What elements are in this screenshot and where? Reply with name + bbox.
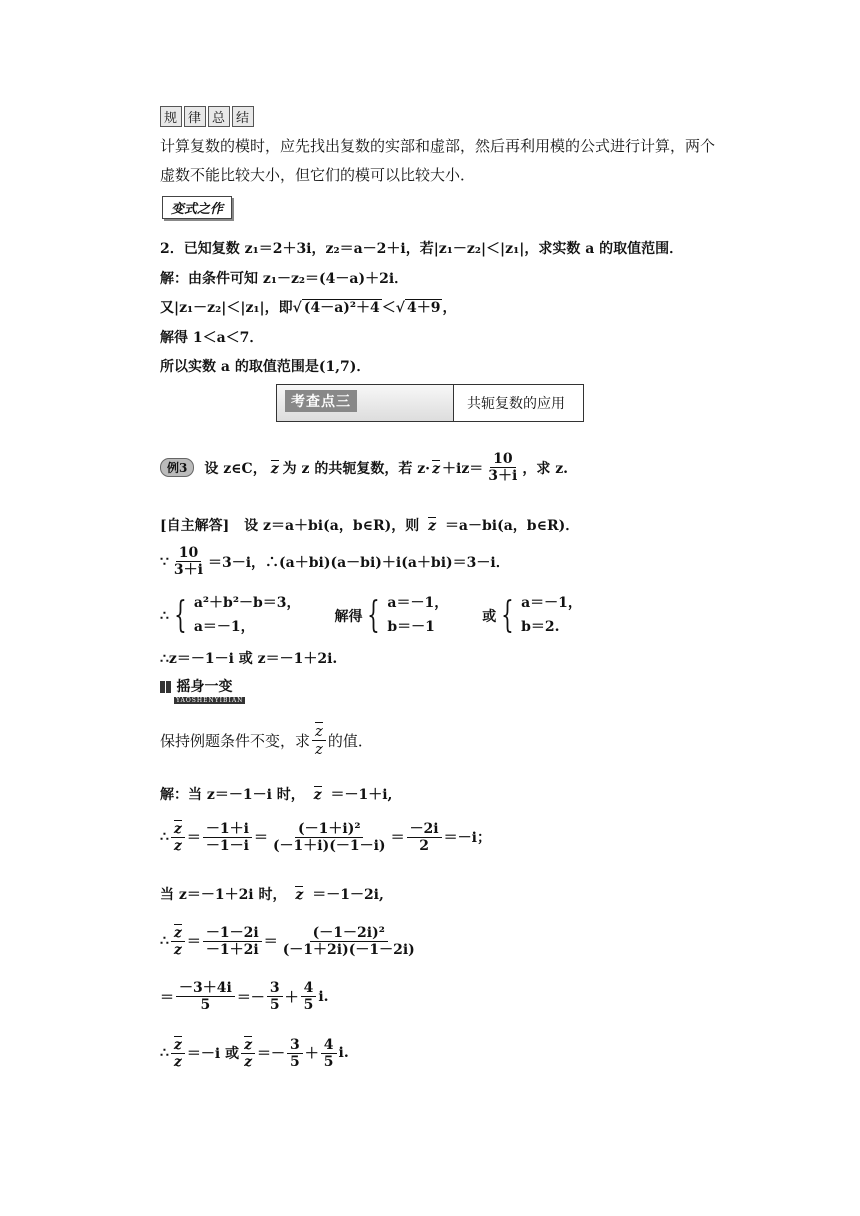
badge-char: 规 bbox=[160, 106, 182, 127]
solution-label: [自主解答] bbox=[160, 518, 230, 534]
fraction-numerator: 3 bbox=[267, 980, 283, 997]
fraction bbox=[171, 1036, 185, 1070]
zbar: z bbox=[428, 518, 437, 534]
sol2-line-3 bbox=[160, 884, 384, 904]
fraction-denominator: z bbox=[244, 1054, 253, 1071]
fraction bbox=[203, 925, 262, 958]
zbar: z bbox=[173, 925, 182, 941]
fraction-denominator: z bbox=[173, 1054, 182, 1071]
sqrt-sign: √ bbox=[395, 300, 405, 316]
zbar: z bbox=[244, 1037, 253, 1053]
fraction-numerator: 10 bbox=[176, 545, 201, 562]
zbar: z bbox=[270, 460, 279, 477]
brace-glyph: { bbox=[367, 594, 381, 636]
sol2-line-4: ∴ $\frac{z}{z}$ ＝ $\frac{-1-2i}{-1+2i}$ ＝ $\frac{\text{(－1－2i)²}}{(-1+2i)(-1-2i)}$ bbox=[160, 924, 420, 958]
yao-banner bbox=[160, 676, 245, 704]
sol2-end: ＝－i； bbox=[443, 830, 491, 847]
equation-system bbox=[362, 592, 448, 640]
fraction-denominator: z bbox=[173, 942, 182, 959]
fraction bbox=[407, 821, 442, 854]
sol2-line-2: ∴ $\frac{z}{z}$ ＝ $\frac{-1+i}{-1-i}$ ＝ $\frac{\text{(－1＋i)²}}{(-1+i)(-1-i)}$ ＝ $\frac{-2i}{2}$ ＝－i； bbox=[160, 820, 491, 855]
system-row: a＝－1， bbox=[193, 618, 255, 635]
zbar: z bbox=[173, 1037, 182, 1053]
fraction-denominator: 2 bbox=[419, 837, 429, 854]
sol2-text: 又|z₁－z₂|＜|z₁|，即 bbox=[160, 300, 293, 316]
fraction-numerator: －1＋i bbox=[203, 821, 252, 838]
system-row: b＝－1 bbox=[387, 618, 435, 635]
solution-text: 设 z＝a＋bi(a，b∈R)，则 bbox=[244, 518, 420, 534]
followup-post: 的值． bbox=[327, 731, 373, 750]
fraction-numerator: 10 bbox=[490, 451, 515, 468]
system-row: a＝－1， bbox=[521, 595, 582, 611]
example-mid: 为 z 的共轭复数，若 z· bbox=[282, 460, 431, 477]
sol2-text: ＝－1－2i, bbox=[312, 887, 384, 903]
fraction bbox=[176, 980, 235, 1013]
sol2-text: ＝－1＋i, bbox=[330, 787, 393, 803]
solution-system bbox=[160, 592, 582, 640]
equation-system bbox=[169, 592, 301, 640]
example-pre: 设 z∈C， bbox=[204, 460, 267, 477]
therefore-symbol: ∴ bbox=[160, 829, 169, 846]
fraction-numerator: －1－2i bbox=[203, 925, 262, 942]
fraction-numerator: 4 bbox=[321, 1037, 337, 1054]
fraction bbox=[171, 924, 185, 958]
fraction-denominator: z bbox=[315, 740, 323, 759]
solution-line-1 bbox=[160, 515, 579, 535]
zbar: z bbox=[313, 787, 322, 803]
grid-icon bbox=[160, 681, 172, 693]
fraction bbox=[270, 821, 389, 854]
kaodian-table bbox=[276, 384, 584, 422]
fraction-denominator: (－1＋i)(－1－i) bbox=[272, 837, 386, 854]
badge-char: 律 bbox=[184, 106, 206, 127]
followup-pre: 保持例题条件不变，求 bbox=[160, 731, 311, 750]
sol2-end: ， bbox=[442, 300, 457, 316]
fraction-denominator: －1－i bbox=[205, 837, 249, 854]
fraction bbox=[280, 925, 418, 958]
fraction-numerator: －3＋4i bbox=[176, 980, 235, 997]
badge-char: 总 bbox=[208, 106, 230, 127]
less-than: ＜ bbox=[381, 300, 396, 316]
therefore-symbol: ∴ bbox=[160, 1045, 169, 1062]
example-pill: 例3 bbox=[160, 458, 194, 477]
sqrt-content-1: (4－a)²＋4 bbox=[303, 300, 380, 316]
zbar: z bbox=[315, 722, 323, 740]
sol2-end: i. bbox=[338, 1045, 349, 1062]
fraction-denominator: 3＋i bbox=[173, 562, 203, 579]
fraction-numerator: 3 bbox=[287, 1037, 303, 1054]
sol2-text: 解：当 z＝－1－i 时， bbox=[160, 787, 305, 803]
zbar: z bbox=[432, 460, 441, 477]
fraction-numerator: (－1＋i)² bbox=[295, 821, 363, 838]
fraction bbox=[301, 980, 317, 1013]
jiede-text: 解得 bbox=[334, 608, 363, 625]
fraction-denominator: (－1＋2i)(－1－2i) bbox=[282, 941, 415, 958]
sol2-text: 当 z＝－1＋2i 时， bbox=[160, 887, 287, 903]
because-symbol: ∵ bbox=[160, 553, 169, 570]
brace-glyph: { bbox=[501, 594, 514, 636]
yao-title: 摇身一变 bbox=[176, 679, 233, 695]
system-row: b＝2. bbox=[521, 618, 560, 635]
fraction bbox=[171, 820, 185, 854]
fraction-numerator: －2i bbox=[407, 821, 442, 838]
sol2-line-5: ＝ $\frac{-3+4i}{5}$ ＝－ $\frac{3}{5}$ ＋ $\frac{4}{5}$ i. bbox=[160, 980, 329, 1014]
problem2-sol-2 bbox=[160, 297, 456, 317]
summary-line-2: 虚数不能比较大小，但它们的模可以比较大小． bbox=[160, 166, 476, 184]
example-plus: ＋iz＝ bbox=[442, 460, 484, 477]
yao-subtitle: YAOSHENYIBIAN bbox=[176, 697, 244, 704]
fraction bbox=[203, 821, 252, 854]
therefore-symbol: ∴ bbox=[160, 607, 169, 624]
fraction-denominator: z bbox=[173, 838, 182, 855]
summary-badge bbox=[160, 106, 256, 127]
fraction-denominator: 5 bbox=[290, 1053, 300, 1070]
zbar: z bbox=[173, 821, 182, 837]
fraction bbox=[267, 980, 283, 1013]
example-end: ，求 z. bbox=[522, 460, 569, 477]
solution-line-4: ∴z＝－1－i 或 z＝－1＋2i. bbox=[160, 651, 338, 667]
sol2-line-6: ∴ $\frac{z}{z}$ ＝－i 或 $\frac{z}{z}$ ＝－ $\frac{3}{5}$ ＋ $\frac{4}{5}$ i. bbox=[160, 1036, 349, 1071]
kaodian-left-cell bbox=[277, 385, 454, 421]
fraction-denominator: 3＋i bbox=[488, 468, 518, 485]
sol2-line-1 bbox=[160, 784, 392, 804]
brace-glyph: { bbox=[174, 594, 187, 636]
fraction bbox=[287, 1037, 303, 1070]
system-row: a＝－1， bbox=[387, 595, 449, 611]
fraction-numerator: (－1－2i)² bbox=[310, 925, 388, 942]
badge-char: 结 bbox=[232, 106, 254, 127]
fraction bbox=[485, 451, 520, 484]
summary-line-1: 计算复数的模时，应先找出复数的实部和虚部，然后再利用模的公式进行计算，两个 bbox=[160, 137, 716, 155]
therefore-symbol: ∴ bbox=[160, 933, 169, 950]
example3-line bbox=[160, 451, 568, 484]
sqrt-sign: √ bbox=[292, 300, 302, 316]
followup-line bbox=[160, 722, 373, 759]
fraction-denominator: 5 bbox=[323, 1053, 334, 1070]
solution-line-2 bbox=[160, 545, 510, 578]
zbar: z bbox=[295, 887, 304, 903]
fraction-denominator: 5 bbox=[269, 997, 280, 1014]
problem2-sol-3: 解得 1＜a＜7． bbox=[160, 330, 264, 346]
equation-system bbox=[496, 592, 582, 640]
fraction bbox=[241, 1036, 255, 1070]
solution-text: ＝a－bi(a，b∈R)． bbox=[444, 518, 580, 534]
problem2-sol-1: 解：由条件可知 z₁－z₂＝(4－a)＋2i． bbox=[160, 271, 409, 287]
kaodian-title: 共轭复数的应用 bbox=[467, 396, 565, 412]
fraction bbox=[171, 545, 206, 578]
fraction-numerator: 4 bbox=[301, 980, 317, 997]
system-row: a²＋b²－b＝3， bbox=[193, 595, 301, 611]
sol2-text: ＝－i 或 bbox=[186, 1046, 240, 1063]
sol2-end: i. bbox=[318, 988, 329, 1005]
fraction-denominator: 5 bbox=[200, 997, 211, 1014]
kaodian-tag: 考查点三 bbox=[285, 390, 357, 412]
fraction bbox=[321, 1037, 337, 1070]
solution-text: ＝3－i，∴(a＋bi)(a－bi)＋i(a＋bi)＝3－i． bbox=[207, 554, 510, 571]
fraction-denominator: 5 bbox=[303, 997, 314, 1014]
variant-banner: 变式之作 bbox=[162, 196, 232, 219]
fraction-denominator: －1＋2i bbox=[205, 941, 259, 958]
sqrt-content-2: 4＋9 bbox=[406, 300, 441, 316]
fraction bbox=[312, 722, 326, 759]
problem2-text: 2．已知复数 z₁＝2＋3i，z₂＝a－2＋i，若|z₁－z₂|＜|z₁|，求实数 a 的取值范围． bbox=[160, 241, 684, 257]
problem2-sol-4: 所以实数 a 的取值范围是(1,7)． bbox=[160, 359, 371, 375]
huo-text: 或 bbox=[482, 608, 497, 625]
